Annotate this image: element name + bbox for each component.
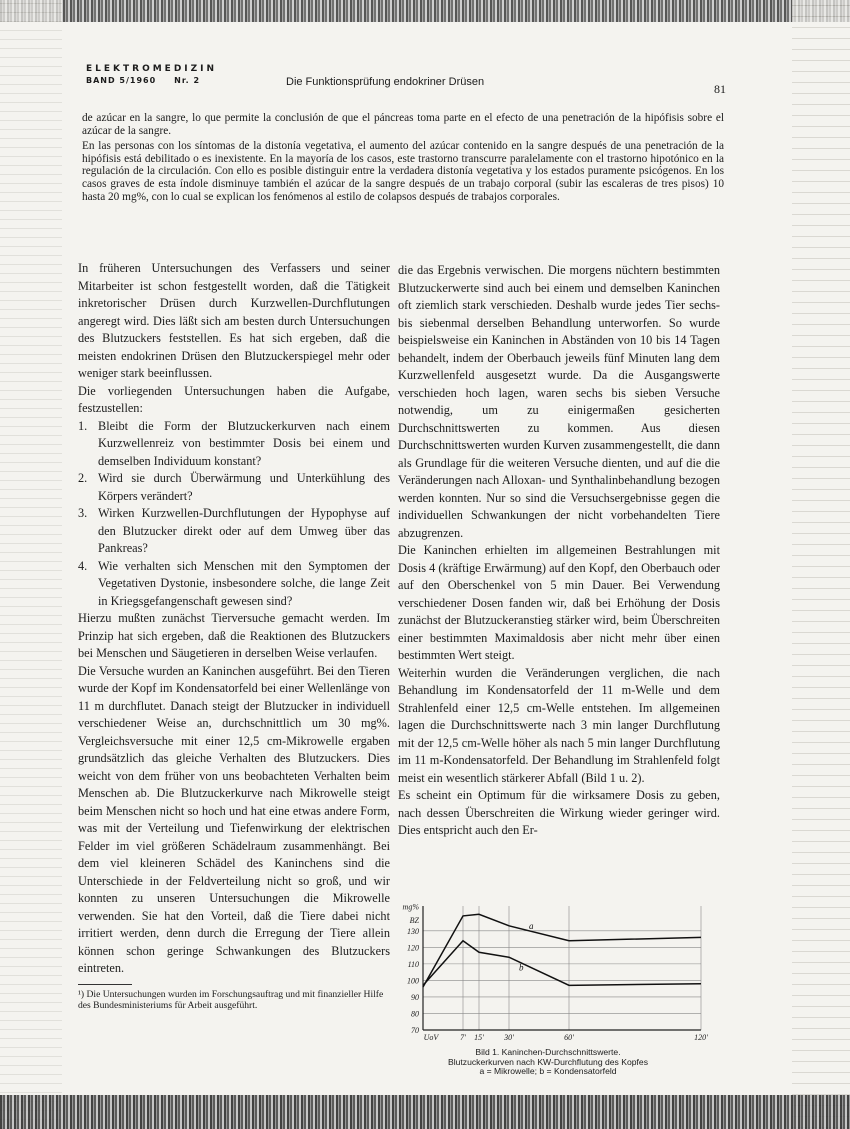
question-text: Wie verhalten sich Menschen mit den Symptomen der Vegetativen Dystonie, insbesondere solche, die lange Zeit in Kriegsgefangenschaft gewesen sind? [98, 558, 390, 608]
series-label-b: b [519, 962, 524, 973]
chart-grid [423, 906, 701, 1030]
y-tick-label: 90 [411, 992, 419, 1002]
x-tick-label: 120' [694, 1033, 708, 1042]
question-text: Wird sie durch Überwärmung und Unterkühlung des Körpers verändert? [98, 471, 390, 503]
y-tick-label: 130 [407, 926, 419, 936]
chart-series [423, 914, 701, 987]
question-number: 3. [78, 506, 88, 520]
body-paragraph: Weiterhin wurden die Veränderungen verglichen, die nach Behandlung im Kondensatorfeld der 11 m-Welle und dem Strahlenfeld einer 12,5 cm-Welle entstehen. Im allgemeinen lagen die Durchschnittswerte nach 3 min langer Durchflutung mit der 12,5 cm-Welle höher als nach 5 min langer Durchflutung im 11 m-Kondensatorfeld. Der Behandlung im Strahlenfeld folgt meist ein wesentlich stärkerer Abfall (Bild 1 u. 2). [398, 665, 720, 785]
body-paragraph: die das Ergebnis verwischen. Die morgens nüchtern bestimmten Blutzuckerwerte sind auch bei einem und demselben Kaninchen oft ziemlich stark verschieden. Deshalb wurde jedes Tier sechs- bis siebenmal derselben Behandlung unterworfen. So wurde beispielsweise ein Kaninchen in Abständen von 10 bis 14 Tagen behandelt, indem der Oberbauch jeweils fünf Minuten lang dem Kurzwellenfeld ausgesetzt wurde. Da die Ausgangswerte verschieden hoch lagen, waren sechs bis sieben Versuche notwendig, um zu einigermaßen gesicherten Durchschnittswerten zu kommen. Aus diesen Durchschnittswerten wurden Kurven zusammengestellt, die dann als Grundlage für die weiteren Versuche dienten, und auf die die Veränderungen nach Alloxan- und Synthalinbehandlung bezogen werden konnten. Nur so sind die Versuchsergebnisse gegen die individuellen Schwankungen der nicht vorbehandelten Tiere abzugrenzen. [398, 263, 720, 540]
series-line-a [423, 914, 701, 987]
intro-paragraph: In früheren Untersuchungen des Verfassers und seiner Mitarbeiter ist schon festgestellt worden, daß die Tätigkeit inkretorischer Drüsen durch Kurzwellen-Durchflutungen angeregt wird. Dies läßt sich am besten durch Untersuchungen des Blutzuckers feststellen. Es hat sich ergeben, daß die meisten endokrinen Drüsen den Blutzuckerspiegel mehr oder weniger stark beeinflussen. [78, 261, 390, 380]
page-number: 81 [714, 82, 726, 96]
left-column [78, 260, 390, 1011]
x-tick-label: 30' [504, 1033, 514, 1042]
running-title: Die Funktionsprüfung endokriner Drüsen [286, 76, 485, 88]
scan-bottom-border [0, 1095, 850, 1129]
x-tick-label: 60' [564, 1033, 574, 1042]
aim-paragraph: Die vorliegenden Untersuchungen haben die Aufgabe, festzustellen: [78, 383, 390, 415]
chart-labels [403, 902, 709, 1042]
x-tick-label: 7' [460, 1033, 466, 1042]
question-item [78, 470, 390, 505]
x-tick-label: UoV [423, 1033, 439, 1042]
scan-left-margin [0, 0, 62, 1129]
page-header [86, 64, 726, 94]
question-item [78, 558, 390, 611]
question-number: 2. [78, 471, 88, 485]
question-text: Wirken Kurzwellen-Durchflutungen der Hypophyse auf den Blutzucker direkt oder auf dem Umweg über das Pankreas? [98, 506, 390, 555]
abstract-paragraph: En las personas con los síntomas de la distonía vegetativa, el aumento del azúcar contenido en la sangre después de una penetración de la hipófisis está debilitado o es inexistente. En la mayoría de los casos, este trastorno transcurre paralelamente con el trastorno hipotónico en la regulación de la circulación. Con ello es posible distinguir entre la verdadera distonía vegetativa y los estados puramente psicógenos. En los casos graves de esta índole disminuye también el azúcar de la sangre después de un trabajo corporal (subir las escaleras de tres pisos) 10 hasta 20 mg%, con lo cual se explican los fenómenos al estilo de colapsos después de trabajos corporales. [82, 140, 724, 203]
volume-info [86, 76, 200, 85]
question-item [78, 418, 390, 471]
caption-legend: a = Mikrowelle; b = Kondensatorfeld [479, 1066, 617, 1076]
question-number: 1. [78, 418, 88, 433]
abstract-paragraph: de azúcar en la sangre, lo que permite la conclusión de que el páncreas toma parte en el efecto de una penetración de la hipófisis sobre el azúcar de la sangre. [82, 112, 724, 137]
y-unit-label: mg% [402, 902, 419, 912]
body-paragraph: Die Kaninchen erhielten im allgemeinen Bestrahlungen mit Dosis 4 (kräftige Erwärmung) auf den Kopf, den Oberbauch oder auf den Oberschenkel von 5 min Dauer. Bei Verwendung verschiedener Dosen fanden wir, daß bei Erhöhung der Dosis zunächst der Blutzuckeranstieg stärker wird, beim Überschreiten einer bestimmten Maximaldosis aber nicht mehr über einen bestimmten Wert steigt. [398, 543, 720, 662]
y-tick-label: 80 [411, 1009, 419, 1019]
x-tick-label: 15' [474, 1033, 484, 1042]
caption-line: Blutzuckerkurven nach KW-Durchflutung des Kopfes [448, 1056, 648, 1067]
issue-number: Nr. 2 [174, 76, 201, 85]
scan-top-border [0, 0, 850, 22]
question-item [78, 505, 390, 558]
footnote: ¹) Die Untersuchungen wurden im Forschungsauftrag und mit finanzieller Hilfe des Bundesministeriums für Arbeit ausgeführt. [78, 988, 384, 1011]
scan-right-margin [792, 0, 850, 1129]
y-tick-label: 70 [411, 1026, 419, 1035]
right-column [398, 262, 720, 840]
series-label-a: a [529, 921, 534, 932]
question-text: Bleibt die Form der Blutzuckerkurven nach einem Kurzwellenreiz von bestimmter Dosis bei einem und demselben Individuum konstant? [98, 418, 390, 468]
y-axis-label: BZ [409, 915, 419, 925]
spanish-abstract [82, 112, 724, 206]
question-number: 4. [78, 558, 88, 573]
body-paragraph: Es scheint ein Optimum für die wirksamere Dosis zu geben, nach dessen Überschreiten die Wirkung wieder geringer wird. Dies entspricht auch den Er- [398, 788, 720, 837]
animal-experiments-paragraph: Hierzu mußten zunächst Tierversuche gemacht werden. Im Prinzip hat sich ergeben, daß die Reaktionen des Blutzuckers bei Menschen und Säugetieren in derselben Weise verlaufen. [78, 611, 390, 660]
journal-name: ELEKTROMEDIZIN [86, 64, 218, 74]
y-tick-label: 110 [407, 959, 419, 969]
caption-title: Bild 1. Kaninchen-Durchschnittswerte. [475, 1047, 621, 1057]
y-tick-label: 120 [407, 943, 419, 953]
figure-caption [398, 1048, 698, 1077]
chart-axes [423, 906, 701, 1030]
band-label: BAND 5/1960 [86, 76, 157, 85]
rabbit-experiments-paragraph: Die Versuche wurden an Kaninchen ausgeführt. Bei den Tieren wurde der Kopf im Kondensatorfeld bei einer Wellenlänge von 11 m durchflutet. Danach steigt der Blutzucker in individuell verschiedener Weise an, durchschnittlich um 30 mg%. Vergleichsversuche mit einer 12,5 cm-Mikrowelle ergaben grundsätzlich das gleiche Verhalten des Blutzuckers. Dies weicht von dem früher von uns beobachteten Verhalten beim Menschen ab. Die Blutzuckerkurve nach Mikrowelle steigt beim Menschen nicht so hoch und hat eine etwas andere Form, was mit der Verteilung und Tiefenwirkung der elektrischen Felder im viel größeren Schädelraum zusammenhängt. Bei dem viel kleineren Schädel des Kaninchens sind die Unterschiede in der Feldverteilung nicht so groß, und wir konnten zu unseren Untersuchungen die Mikrowelle verwenden. Sie hat den Vorteil, daß die Tiere dabei nicht irritiert werden, denn durch die Erregung der Tiere allein können schon geringe Schwankungen des Blutzuckers eintreten. [78, 663, 390, 975]
footnote-divider [78, 984, 132, 985]
y-tick-label: 100 [407, 976, 419, 986]
